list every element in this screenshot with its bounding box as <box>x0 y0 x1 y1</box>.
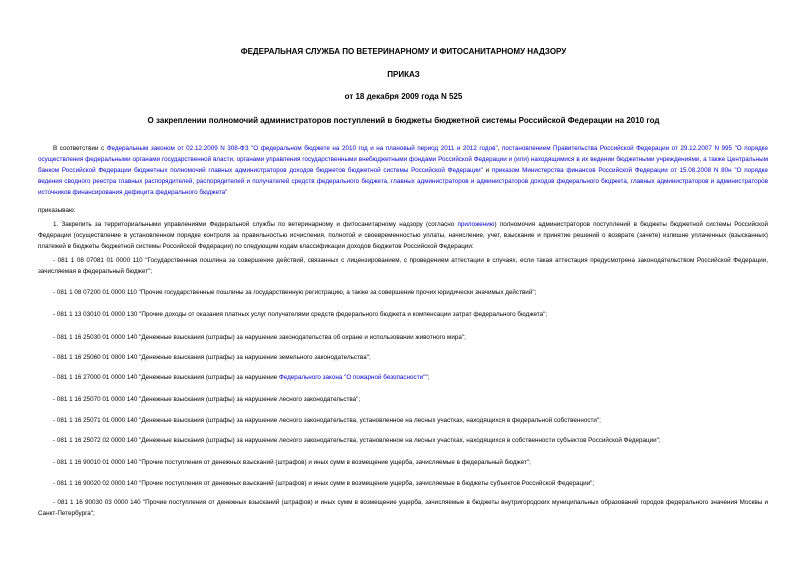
agency-heading: ФЕДЕРАЛЬНАЯ СЛУЖБА ПО ВЕТЕРИНАРНОМУ И ФИТОСАНИТАРНОМУ НАДЗОРУ <box>240 47 567 56</box>
date-number-heading: от 18 декабря 2009 года N 525 <box>344 92 463 101</box>
code-item-text: - 081 1 16 27000 01 0000 140 "Денежные взыскания (штрафы) за нарушение <box>53 374 279 381</box>
code-item: - 081 1 16 90010 01 0000 140 "Прочие поступления от денежных взысканий (штрафов) и иных сумм в возмещение ущерба, зачисляемые в федеральный бюджет"; <box>53 459 531 466</box>
code-item: - 081 1 13 03010 01 0000 130 "Прочие доходы от оказания платных услуг получателями средств федерального бюджета и компенсации затрат федерального бюджета"; <box>53 311 548 318</box>
code-item <box>38 372 768 383</box>
code-item: - 081 1 16 25060 01 0000 140 "Денежные взыскания (штрафы) за нарушение земельного законодательства"; <box>53 354 371 361</box>
document-title: О закреплении полномочий администраторов поступлений в бюджеты бюджетной системы Российской Федерации на 2010 год <box>147 116 660 125</box>
code-item: - 081 1 16 25071 01 0000 140 "Денежные взыскания (штрафы) за нарушение лесного законодательства, установленное на лесных участках, находящихся в федеральной собственности"; <box>53 417 601 424</box>
link-fire-safety-law[interactable]: Федерального закона "О пожарной безопасности" <box>278 374 426 381</box>
code-item: - 081 1 08 07200 01 0000 110 "Прочие государственные пошлины за государственную регистрацию, а также за совершение прочих юридически значимых действий"; <box>53 289 537 296</box>
preamble-text-3: и <box>482 167 492 174</box>
link-government-resolution-995[interactable]: постановлением Правительства Российской Федерации от 29.12.2007 N 995 "О порядке осуществления федеральными органами государственной власти, органами управления государственными внебюджетными фондами Российской Федерации и (или) находящимися в их ведении бюджетными учреждениями, а также Центральным банком Российской Федерации бюджетных полномочий главных администраторов доходов бюджетов бюджетной системы Российской Федерации" <box>38 145 768 174</box>
item-1-text-2: ) полномочия администраторов поступлений в бюджеты бюджетной системы Российской Федерации (осуществление в установленном порядке контроля за правильностью исчисления, полнотой и своевременностью уплаты, начисление, учет, взыскание и принятие решений о возврате (зачете) излишне уплаченных (взысканных) платежей в бюджеты бюджетной системы Российской Федерации) по следующим кодам классификации доходов бюджетов Российской Федерации: <box>38 221 768 250</box>
code-item: - 081 1 16 25072 02 0000 140 "Денежные взыскания (штрафы) за нарушение лесного законодательства, установленное на лесных участках, находящихся в собственности субъектов Российской Федерации"; <box>53 437 661 444</box>
ordered-word: приказываю: <box>38 207 76 214</box>
preamble-text-2: , <box>497 145 502 152</box>
item-1-text-1: 1. Закрепить за территориальными управлениями Федеральной службы по ветеринарному и фитосанитарному надзору (согласно <box>53 221 458 228</box>
code-item-tail: "; <box>425 374 430 381</box>
code-item: - 081 1 16 25070 01 0000 140 "Денежные взыскания (штрафы) за нарушение лесного законодательства"; <box>53 396 361 403</box>
code-item: - 081 1 16 90030 03 0000 140 "Прочие поступления от денежных взысканий (штрафов) и иных сумм в возмещение ущерба, зачисляемые в бюджеты внутригородских муниципальных образований городов федерального значения Москвы и Санкт-Петербурга"; <box>38 499 768 517</box>
code-item: - 081 1 16 90020 02 0000 140 "Прочие поступления от денежных взысканий (штрафов) и иных сумм в возмещение ущерба, зачисляемые в бюджеты субъектов Российской Федерации"; <box>53 480 595 487</box>
link-federal-law-308[interactable]: Федеральным законом от 02.12.2009 N 308-ФЗ "О федеральном бюджете на 2010 год и на плановый период 2011 и 2012 годов" <box>106 145 498 152</box>
item-1-paragraph <box>38 219 768 252</box>
preamble-paragraph <box>38 143 768 198</box>
code-item: - 081 1 08 07081 01 0000 110 "Государственная пошлина за совершение действий, связанных с лицензированием, с проведением аттестации в случаях, если такая аттестация предусмотрена законодательством Российской Федерации, зачисляемая в федеральный бюджет"; <box>38 257 768 275</box>
doc-type-heading: ПРИКАЗ <box>387 70 420 79</box>
code-item: - 081 1 16 25030 01 0000 140 "Денежные взыскания (штрафы) за нарушение законодательства об охране и использовании животного мира"; <box>53 334 466 341</box>
link-minfin-order-80n[interactable]: приказом Министерства финансов Российской Федерации от 15.08.2008 N 80н "О порядке ведения сводного реестра главных распорядителей, распорядителей и получателей средств федерального бюджета, главных администраторов и администраторов доходов федерального бюджета, главных администраторов и администраторов источников финансирования дефицита федерального бюджета" <box>38 167 768 196</box>
link-appendix[interactable]: приложению <box>457 221 495 228</box>
preamble-text-1: В соответствии с <box>53 145 107 152</box>
